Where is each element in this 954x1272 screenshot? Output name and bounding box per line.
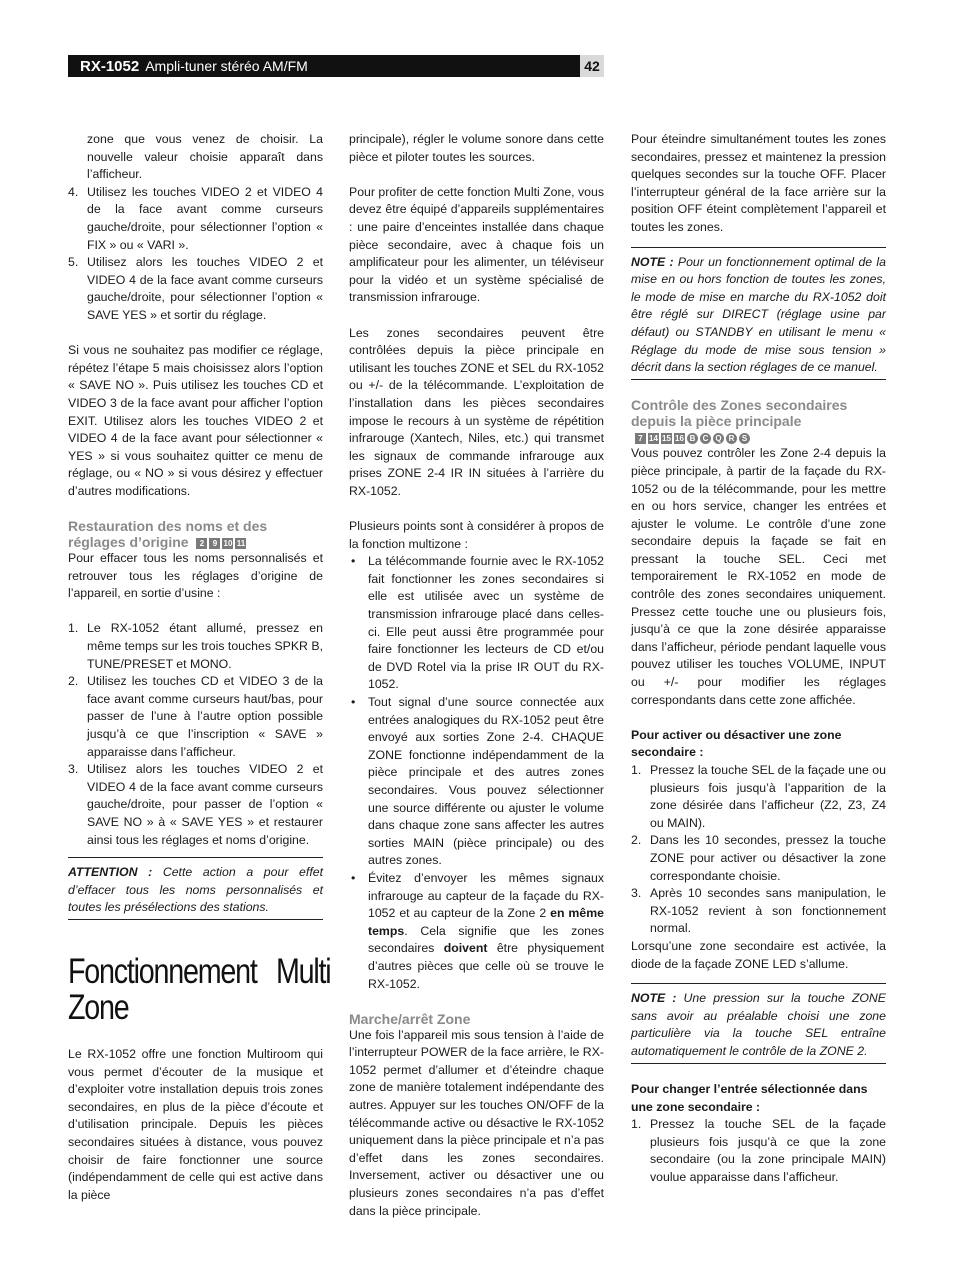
- note-1: NOTE : Pour un fonctionnement optimal de la mise en ou hors fonction de toutes les zones, le mode de mise en marche du RX-1052 doit être réglé sur DIRECT (réglage usine par défaut) ou STANDBY en utilisant le menu « Réglage du mode de mise sous tension » décrit dans la section réglages de ce manuel.: [631, 254, 886, 380]
- key-badge: 15: [662, 434, 671, 444]
- paragraph: Pour éteindre simultanément toutes les zones secondaires, pressez et maintenez la pression quelques secondes sur la touche OFF. Placer l’interrupteur général de la face arrière sur la position OFF éteint complètement l’appareil et toutes les zones.: [631, 132, 886, 234]
- section-heading-onoff: Marche/arrêt Zone: [349, 1010, 471, 1027]
- paragraph: Si vous ne souhaitez pas modifier ce réglage, répétez l’étape 5 mais choisissez alors l’option « SAVE NO ». Puis utilisez les touches CD et VIDEO 3 de la face avant pour afficher l’option EXIT. Utilisez alors les touches VIDEO 2 et VIDEO 4 de la face avant pour sélectionner « YES » si vous souhaitez quitter ce menu de réglage, ou « NO » si vous désirez y effectuer d’autres modifications.: [68, 343, 323, 498]
- key-badge: Q: [713, 433, 724, 444]
- subheading-input: Pour changer l’entrée sélectionnée dans une zone secondaire :: [631, 1082, 868, 1114]
- subheading-activate: Pour activer ou désactiver une zone secondaire :: [631, 727, 842, 760]
- key-badge: C: [700, 433, 711, 444]
- attention-note: ATTENTION : Cette action a pour effet d’effacer tous les noms personnalisés et toutes les présélections des stations.: [68, 864, 323, 920]
- bullet-item: • Évitez d’envoyer les mêmes signaux infrarouge au capteur de la façade du RX-1052 et au capteur de la Zone 2 en même temps. Cela signifie que les zones secondaires doivent être physiquement d’autres pièces que celle où se trouve le RX-1052.: [351, 870, 604, 991]
- remote-key-badges: [635, 433, 750, 444]
- section-heading-restore: Restauration des noms et des réglages d’origine 2 9 10 11: [68, 518, 268, 551]
- paragraph: Les zones secondaires peuvent être contrôlées depuis la pièce principale en utilisant les touches ZONE et SEL du RX-1052 ou +/- de la télécommande. L’exploitation de l’installation dans les pièces secondaires impose le recours à un système de répétition infrarouge (Xantech, Niles, etc.) qui transmet les signaux de commande infrarouge aux prises ZONE 2-4 IR IN situées à l’arrière du RX-1052.: [349, 325, 604, 498]
- paragraph: Le RX-1052 offre une fonction Multiroom qui vous permet d’écouter de la musique et d’exploiter votre installation depuis trois zones secondaires, en plus de la pièce d’écoute et d’utilisation principale. Depuis les pièces secondaires situées à distance, vous pouvez choisir de faire fonctionner une source (indépendamment de celle qui est active dans la pièce: [68, 1046, 323, 1202]
- column-3: [631, 131, 886, 1187]
- key-badge: 11: [236, 538, 246, 548]
- list-item: 4. Utilisez les touches VIDEO 2 et VIDEO 4 de la face avant comme curseurs gauche/droite, pour sélectionner l’option « FIX » ou « VARI ».: [68, 184, 323, 252]
- continued-text: zone que vous venez de choisir. La nouvelle valeur choisie apparaît dans l’afficheur.: [87, 132, 323, 182]
- list-item: 1. Le RX-1052 étant allumé, pressez en même temps sur les trois touches SPKR B, TUNE/PRESET et MONO.: [68, 621, 323, 671]
- paragraph: Une fois l’appareil mis sous tension à l’aide de l’interrupteur POWER de la face arrière, le RX-1052 permet d’allumer et d’éteindre chaque zone de manière totalement indépendante des autres. Appuyer sur les touches ON/OFF de la télécommande active ou désactive le RX-1052 uniquement dans la pièce principale et n’a pas d’effet dans les zones secondaires. Inversement, activer ou désactiver une ou plusieurs zones secondaires n’a pas d’effet dans la pièce principale.: [349, 1027, 604, 1218]
- continued-text: principale), régler le volume sonore dans cette pièce et piloter toutes les sources.: [349, 132, 604, 164]
- section-heading-control: Contrôle des Zones secondaires depuis la pièce principale 7 14 15 16 B C Q R S: [631, 397, 848, 444]
- note-2: NOTE : Une pression sur la touche ZONE sans avoir au préalable choisi une zone particulière via la touche SEL entraîne automatiquement le contrôle de la ZONE 2.: [631, 990, 886, 1063]
- key-badge: 10: [223, 538, 233, 548]
- paragraph: Lorsqu’une zone secondaire est activée, la diode de la façade ZONE LED s’allume.: [631, 938, 886, 971]
- key-badge: 9: [209, 538, 220, 549]
- column-1: [68, 131, 331, 1204]
- key-badge: 2: [196, 538, 207, 549]
- list-item: 2. Dans les 10 secondes, pressez la touche ZONE pour activer ou désactiver la zone correspondante choisie.: [631, 833, 886, 883]
- list-item: 1. Pressez la touche SEL de la façade plusieurs fois jusqu’à ce que la zone secondaire (ou la zone principale MAIN) voulue apparaisse dans l’afficheur.: [631, 1117, 886, 1185]
- paragraph: Pour profiter de cette fonction Multi Zone, vous devez être équipé d’appareils supplémentaires : une paire d’enceintes installée dans chaque pièce secondaire, avec à chaque fois un amplificateur pour les alimenter, un téléviseur pour la vidéo et un système spécialisé de transmission infrarouge.: [349, 184, 604, 305]
- list-item: 2. Utilisez les touches CD et VIDEO 3 de la face avant comme curseurs haut/bas, pour passer de l’une à l’autre option possible jusqu’à ce que l’inscription « SAVE » apparaisse dans l’afficheur.: [68, 674, 323, 759]
- key-badge: S: [739, 433, 750, 444]
- key-badge: 7: [635, 433, 646, 444]
- key-badge: B: [687, 433, 698, 444]
- list-item: 5. Utilisez alors les touches VIDEO 2 et VIDEO 4 de la face avant comme curseurs gauche/droite, pour sélectionner l’option « SAVE YES » et sortir du réglage.: [68, 255, 323, 322]
- key-badge: 16: [675, 434, 684, 444]
- model-name: RX-1052: [80, 57, 140, 75]
- page-header: [68, 55, 580, 77]
- page-number: 42: [580, 55, 604, 77]
- list-item: 1. Pressez la touche SEL de la façade une ou plusieurs fois jusqu’à l’apparition de la zone désirée dans l’afficheur (Z2, Z3, Z4 ou MAIN).: [631, 763, 886, 830]
- list-item: 3. Après 10 secondes sans manipulation, le RX-1052 revient à son fonctionnement normal.: [631, 886, 886, 936]
- remote-key-badges: [196, 538, 246, 549]
- column-2: [349, 131, 604, 1220]
- paragraph: Plusieurs points sont à considérer à propos de la fonction multizone :: [349, 519, 604, 551]
- header-subtitle: Ampli-tuner stéréo AM/FM: [145, 58, 308, 74]
- key-badge: 14: [649, 434, 658, 444]
- paragraph: Pour effacer tous les noms personnalisés et retrouver tous les réglages d’origine de l’appareil, en sortie d’usine :: [68, 551, 323, 601]
- section-title: Fonctionnement Multi Zone: [68, 951, 331, 1027]
- list-item: 3. Utilisez alors les touches VIDEO 2 et VIDEO 4 de la face avant comme curseurs gauche/droite, pour passer de l’option « SAVE NO » à « SAVE YES » et restaurer ainsi tous les réglages et noms d’origine.: [68, 762, 323, 847]
- key-badge: R: [726, 433, 737, 444]
- bullet-item: • Tout signal d’une source connectée aux entrées analogiques du RX-1052 peut être envoyé aux sorties Zone 2-4. CHAQUE ZONE fonctionne indépendamment de la pièce principale et des autres zones secondaires. Vous pouvez sélectionner une source différente ou ajuster le volume dans chaque zone sans affecter les autres sorties MAIN (pièce principale) ou des autres zones.: [351, 695, 604, 868]
- bullet-item: • La télécommande fournie avec le RX-1052 fait fonctionner les zones secondaires si elle est utilisée avec un système de transmission infrarouge placé dans celles-ci. Elle peut aussi être programmée pour faire fonctionner les lecteurs de CD et/ou de DVD Rotel via la prise IR OUT du RX-1052.: [351, 554, 604, 692]
- paragraph: Vous pouvez contrôler les Zone 2-4 depuis la pièce principale, à partir de la façade du RX-1052 ou de la télécommande, pour les mettre en ou hors service, changer les entrées et ajuster le volume. Le contrôle d’une zone secondaire depuis la façade se fait en pressant la touche SEL. Ceci met temporairement le RX-1052 en mode de contrôle des zones secondaires uniquement. Pressez cette touche une ou plusieurs fois, jusqu’à ce que la zone désirée apparaisse dans l’afficheur, période pendant laquelle vous pouvez utiliser les touches VOLUME, INPUT ou +/- pour modifier les réglages correspondants dans cette zone affichée.: [631, 446, 886, 707]
